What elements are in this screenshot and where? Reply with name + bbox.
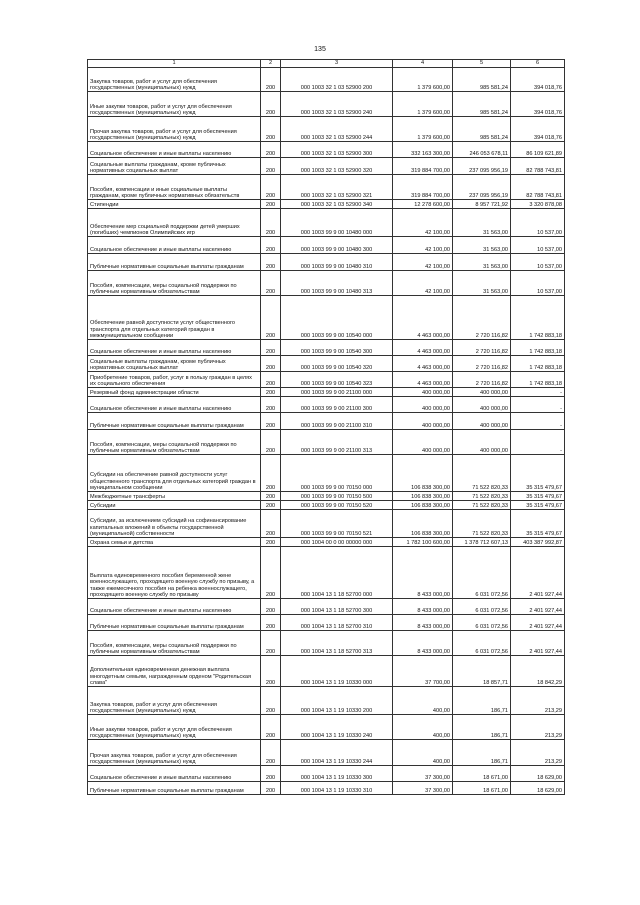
row-executed: 2 720 116,82	[453, 356, 511, 372]
row-name: Пособия, компенсации и иные социальные выплаты гражданам, кроме публичных нормативных обязательств	[88, 175, 261, 200]
table-row	[88, 510, 565, 538]
row-code: 200	[261, 782, 281, 795]
row-kbk: 000 1004 13 1 19 10330 000	[281, 656, 393, 687]
row-remaining: -	[511, 388, 565, 397]
row-name: Социальное обеспечение и иные выплаты населению	[88, 397, 261, 413]
table-row	[88, 413, 565, 430]
row-name: Дополнительная единовременная денежная выплата многодетным семьям, награжденным орденом "Родительская слава"	[88, 656, 261, 687]
row-kbk: 000 1003 99 9 00 70150 500	[281, 492, 393, 501]
row-kbk: 000 1004 13 1 19 10330 300	[281, 766, 393, 782]
row-name: Социальное обеспечение и иные выплаты населению	[88, 142, 261, 158]
row-approved: 4 463 000,00	[393, 340, 453, 356]
row-kbk: 000 1003 32 1 03 52900 300	[281, 142, 393, 158]
row-executed: 400 000,00	[453, 397, 511, 413]
table-header-row	[88, 60, 565, 68]
row-approved: 8 433 000,00	[393, 631, 453, 656]
row-name: Закупка товаров, работ и услуг для обеспечения государственных (муниципальных) нужд	[88, 68, 261, 92]
row-executed: 237 095 956,19	[453, 158, 511, 175]
row-kbk: 000 1003 99 9 00 10540 000	[281, 296, 393, 340]
table-row	[88, 92, 565, 117]
table-row	[88, 687, 565, 715]
row-approved: 12 278 600,00	[393, 200, 453, 209]
row-approved: 400,00	[393, 687, 453, 715]
row-kbk: 000 1004 00 0 00 00000 000	[281, 538, 393, 547]
row-kbk: 000 1004 13 1 19 10330 244	[281, 740, 393, 766]
row-approved: 42 100,00	[393, 237, 453, 254]
column-header: 4	[393, 60, 453, 68]
row-remaining: 213,29	[511, 687, 565, 715]
row-executed: 985 581,24	[453, 117, 511, 142]
row-name: Публичные нормативные социальные выплаты гражданам	[88, 782, 261, 795]
table-row	[88, 340, 565, 356]
row-name: Пособия, компенсации, меры социальной поддержки по публичным нормативным обязательствам	[88, 430, 261, 455]
table-row	[88, 538, 565, 547]
row-kbk: 000 1004 13 1 18 52700 300	[281, 599, 393, 615]
row-kbk: 000 1003 99 9 00 10480 313	[281, 271, 393, 296]
table-row	[88, 455, 565, 492]
row-kbk: 000 1004 13 1 18 52700 310	[281, 615, 393, 631]
row-approved: 400 000,00	[393, 388, 453, 397]
row-code: 200	[261, 492, 281, 501]
row-approved: 42 100,00	[393, 271, 453, 296]
row-kbk: 000 1004 13 1 19 10330 240	[281, 715, 393, 740]
table-row	[88, 740, 565, 766]
row-executed: 237 095 956,19	[453, 175, 511, 200]
row-remaining: 10 537,00	[511, 237, 565, 254]
row-name: Иные закупки товаров, работ и услуг для обеспечения государственных (муниципальных) нужд	[88, 715, 261, 740]
row-code: 200	[261, 388, 281, 397]
row-kbk: 000 1004 13 1 18 52700 313	[281, 631, 393, 656]
row-remaining: 1 742 883,18	[511, 356, 565, 372]
row-kbk: 000 1004 13 1 18 52700 000	[281, 547, 393, 599]
row-approved: 106 838 300,00	[393, 492, 453, 501]
row-executed: 400 000,00	[453, 388, 511, 397]
row-name: Социальное обеспечение и иные выплаты населению	[88, 237, 261, 254]
row-remaining: 35 315 479,67	[511, 510, 565, 538]
row-kbk: 000 1003 99 9 00 10540 320	[281, 356, 393, 372]
row-kbk: 000 1003 99 9 00 10540 300	[281, 340, 393, 356]
row-remaining: 403 387 992,87	[511, 538, 565, 547]
row-executed: 6 031 072,56	[453, 547, 511, 599]
row-approved: 8 433 000,00	[393, 615, 453, 631]
row-approved: 319 884 700,00	[393, 158, 453, 175]
row-remaining: 18 629,00	[511, 782, 565, 795]
table-row	[88, 501, 565, 510]
row-remaining: 18 629,00	[511, 766, 565, 782]
table-row	[88, 372, 565, 388]
row-remaining: 394 018,76	[511, 92, 565, 117]
row-executed: 31 563,00	[453, 237, 511, 254]
row-code: 200	[261, 237, 281, 254]
row-executed: 18 671,00	[453, 782, 511, 795]
row-name: Стипендии	[88, 200, 261, 209]
row-executed: 71 522 820,33	[453, 492, 511, 501]
table-row	[88, 175, 565, 200]
row-remaining: 35 315 479,67	[511, 492, 565, 501]
row-name: Приобретение товаров, работ, услуг в пользу граждан в целях их социального обеспечения	[88, 372, 261, 388]
row-remaining: 213,29	[511, 715, 565, 740]
row-code: 200	[261, 397, 281, 413]
row-code: 200	[261, 413, 281, 430]
row-kbk: 000 1003 99 9 00 21100 310	[281, 413, 393, 430]
row-executed: 985 581,24	[453, 92, 511, 117]
page-number: 135	[314, 46, 326, 53]
row-executed: 1 378 712 607,13	[453, 538, 511, 547]
row-approved: 37 300,00	[393, 782, 453, 795]
row-executed: 186,71	[453, 715, 511, 740]
row-name: Межбюджетные трансферты	[88, 492, 261, 501]
row-executed: 71 522 820,33	[453, 501, 511, 510]
table-row	[88, 209, 565, 237]
row-approved: 37 300,00	[393, 766, 453, 782]
table-row	[88, 142, 565, 158]
row-remaining: 10 537,00	[511, 271, 565, 296]
row-name: Закупка товаров, работ и услуг для обеспечения государственных (муниципальных) нужд	[88, 687, 261, 715]
table-row	[88, 547, 565, 599]
table-row	[88, 158, 565, 175]
row-executed: 186,71	[453, 687, 511, 715]
row-executed: 400 000,00	[453, 430, 511, 455]
table-row	[88, 356, 565, 372]
row-code: 200	[261, 356, 281, 372]
row-code: 200	[261, 200, 281, 209]
row-kbk: 000 1003 99 9 00 70150 521	[281, 510, 393, 538]
row-remaining: 1 742 883,18	[511, 372, 565, 388]
row-executed: 246 053 678,11	[453, 142, 511, 158]
column-header: 6	[511, 60, 565, 68]
row-kbk: 000 1003 32 1 03 52900 240	[281, 92, 393, 117]
row-remaining: -	[511, 413, 565, 430]
row-code: 200	[261, 430, 281, 455]
table-row	[88, 200, 565, 209]
row-kbk: 000 1003 32 1 03 52900 244	[281, 117, 393, 142]
row-approved: 42 100,00	[393, 209, 453, 237]
row-name: Социальное обеспечение и иные выплаты населению	[88, 340, 261, 356]
row-kbk: 000 1003 99 9 00 70150 520	[281, 501, 393, 510]
column-header: 5	[453, 60, 511, 68]
row-executed: 2 720 116,82	[453, 372, 511, 388]
row-kbk: 000 1003 99 9 00 10540 323	[281, 372, 393, 388]
row-executed: 71 522 820,33	[453, 455, 511, 492]
row-executed: 6 031 072,56	[453, 599, 511, 615]
row-code: 200	[261, 92, 281, 117]
row-kbk: 000 1003 99 9 00 10480 300	[281, 237, 393, 254]
table-row	[88, 656, 565, 687]
row-approved: 1 379 600,00	[393, 117, 453, 142]
row-remaining: 2 401 927,44	[511, 615, 565, 631]
row-name: Обеспечение мер социальной поддержки детей умерших (погибших) чемпионов Олимпийских игр	[88, 209, 261, 237]
row-name: Публичные нормативные социальные выплаты гражданам	[88, 615, 261, 631]
row-kbk: 000 1004 13 1 19 10330 310	[281, 782, 393, 795]
row-code: 200	[261, 175, 281, 200]
row-code: 200	[261, 340, 281, 356]
row-remaining: 35 315 479,67	[511, 455, 565, 492]
table-row	[88, 388, 565, 397]
row-executed: 31 563,00	[453, 254, 511, 271]
row-code: 200	[261, 631, 281, 656]
row-executed: 400 000,00	[453, 413, 511, 430]
row-approved: 332 163 300,00	[393, 142, 453, 158]
row-code: 200	[261, 142, 281, 158]
row-code: 200	[261, 687, 281, 715]
table-row	[88, 599, 565, 615]
row-name: Прочая закупка товаров, работ и услуг для обеспечения государственных (муниципальных) нужд	[88, 740, 261, 766]
row-name: Субсидии на обеспечение равной доступности услуг общественного транспорта для отдельных категорий граждан в муниципальном сообщении	[88, 455, 261, 492]
row-kbk: 000 1003 32 1 03 52900 321	[281, 175, 393, 200]
row-code: 200	[261, 766, 281, 782]
row-remaining: 2 401 927,44	[511, 631, 565, 656]
row-remaining: 10 537,00	[511, 209, 565, 237]
row-name: Публичные нормативные социальные выплаты гражданам	[88, 413, 261, 430]
table-row	[88, 715, 565, 740]
table-row	[88, 782, 565, 795]
table-row	[88, 296, 565, 340]
row-kbk: 000 1003 99 9 00 21100 000	[281, 388, 393, 397]
row-kbk: 000 1003 99 9 00 10480 000	[281, 209, 393, 237]
row-code: 200	[261, 501, 281, 510]
row-remaining: -	[511, 397, 565, 413]
table-row	[88, 117, 565, 142]
row-executed: 6 031 072,56	[453, 631, 511, 656]
row-name: Обеспечение равной доступности услуг общественного транспорта для отдельных категорий граждан в межмуниципальном сообщении	[88, 296, 261, 340]
row-name: Социальные выплаты гражданам, кроме публичных нормативных социальных выплат	[88, 158, 261, 175]
row-code: 200	[261, 68, 281, 92]
row-approved: 1 782 100 600,00	[393, 538, 453, 547]
column-header: 2	[261, 60, 281, 68]
row-executed: 985 581,24	[453, 68, 511, 92]
row-executed: 31 563,00	[453, 209, 511, 237]
row-remaining: 1 742 883,18	[511, 296, 565, 340]
row-executed: 18 857,71	[453, 656, 511, 687]
row-name: Выплата единовременного пособия беременной жене военнослужащего, проходящего военную службу по призыву, а также ежемесячного пособия на ребенка военнослужащего, проходящего военную службу по призыву	[88, 547, 261, 599]
row-executed: 18 671,00	[453, 766, 511, 782]
row-name: Прочая закупка товаров, работ и услуг для обеспечения государственных (муниципальных) нужд	[88, 117, 261, 142]
table-row	[88, 430, 565, 455]
row-approved: 400 000,00	[393, 430, 453, 455]
row-kbk: 000 1003 99 9 00 21100 300	[281, 397, 393, 413]
row-code: 200	[261, 599, 281, 615]
row-name: Резервный фонд администрации области	[88, 388, 261, 397]
row-remaining: 394 018,76	[511, 68, 565, 92]
row-code: 200	[261, 372, 281, 388]
table-row	[88, 271, 565, 296]
row-code: 200	[261, 510, 281, 538]
row-kbk: 000 1003 99 9 00 70150 000	[281, 455, 393, 492]
row-remaining: 10 537,00	[511, 254, 565, 271]
row-remaining: 2 401 927,44	[511, 599, 565, 615]
row-code: 200	[261, 547, 281, 599]
row-remaining: -	[511, 430, 565, 455]
row-approved: 400,00	[393, 740, 453, 766]
row-name: Социальное обеспечение и иные выплаты населению	[88, 766, 261, 782]
row-code: 200	[261, 615, 281, 631]
row-remaining: 1 742 883,18	[511, 340, 565, 356]
row-code: 200	[261, 209, 281, 237]
row-executed: 8 957 721,92	[453, 200, 511, 209]
row-name: Пособия, компенсации, меры социальной поддержки по публичным нормативным обязательствам	[88, 631, 261, 656]
row-approved: 400,00	[393, 715, 453, 740]
table-row	[88, 615, 565, 631]
row-approved: 4 463 000,00	[393, 356, 453, 372]
row-name: Социальные выплаты гражданам, кроме публичных нормативных социальных выплат	[88, 356, 261, 372]
row-executed: 186,71	[453, 740, 511, 766]
row-approved: 106 838 300,00	[393, 501, 453, 510]
table-row	[88, 492, 565, 501]
row-remaining: 18 842,29	[511, 656, 565, 687]
row-code: 200	[261, 455, 281, 492]
row-remaining: 82 788 743,81	[511, 175, 565, 200]
column-header: 1	[88, 60, 261, 68]
row-code: 200	[261, 656, 281, 687]
row-approved: 319 884 700,00	[393, 175, 453, 200]
row-approved: 42 100,00	[393, 254, 453, 271]
row-code: 200	[261, 715, 281, 740]
row-remaining: 82 788 743,81	[511, 158, 565, 175]
row-approved: 1 379 600,00	[393, 68, 453, 92]
row-kbk: 000 1004 13 1 19 10330 200	[281, 687, 393, 715]
table-row	[88, 68, 565, 92]
row-approved: 4 463 000,00	[393, 296, 453, 340]
row-name: Пособия, компенсации, меры социальной поддержки по публичным нормативным обязательствам	[88, 271, 261, 296]
row-remaining: 394 018,76	[511, 117, 565, 142]
column-header: 3	[281, 60, 393, 68]
row-approved: 400 000,00	[393, 397, 453, 413]
row-approved: 1 379 600,00	[393, 92, 453, 117]
table-row	[88, 254, 565, 271]
row-approved: 106 838 300,00	[393, 510, 453, 538]
row-executed: 71 522 820,33	[453, 510, 511, 538]
row-name: Субсидии, за исключением субсидий на софинансирование капитальных вложений в объекты государственной (муниципальной) собственности	[88, 510, 261, 538]
row-kbk: 000 1003 32 1 03 52900 320	[281, 158, 393, 175]
row-executed: 6 031 072,56	[453, 615, 511, 631]
row-remaining: 2 401 927,44	[511, 547, 565, 599]
row-executed: 2 720 116,82	[453, 340, 511, 356]
row-name: Охрана семьи и детства	[88, 538, 261, 547]
row-kbk: 000 1003 99 9 00 21100 313	[281, 430, 393, 455]
row-approved: 400 000,00	[393, 413, 453, 430]
table-row	[88, 397, 565, 413]
row-name: Публичные нормативные социальные выплаты гражданам	[88, 254, 261, 271]
row-name: Социальное обеспечение и иные выплаты населению	[88, 599, 261, 615]
row-code: 200	[261, 271, 281, 296]
row-code: 200	[261, 158, 281, 175]
row-kbk: 000 1003 32 1 03 52900 340	[281, 200, 393, 209]
row-approved: 8 433 000,00	[393, 599, 453, 615]
row-kbk: 000 1003 32 1 03 52900 200	[281, 68, 393, 92]
row-code: 200	[261, 538, 281, 547]
row-remaining: 3 320 878,08	[511, 200, 565, 209]
budget-table	[87, 59, 565, 795]
row-executed: 2 720 116,82	[453, 296, 511, 340]
row-name: Субсидии	[88, 501, 261, 510]
row-code: 200	[261, 740, 281, 766]
row-remaining: 35 315 479,67	[511, 501, 565, 510]
table-row	[88, 766, 565, 782]
row-remaining: 213,29	[511, 740, 565, 766]
row-name: Иные закупки товаров, работ и услуг для обеспечения государственных (муниципальных) нужд	[88, 92, 261, 117]
row-code: 200	[261, 254, 281, 271]
row-approved: 106 838 300,00	[393, 455, 453, 492]
row-approved: 4 463 000,00	[393, 372, 453, 388]
row-executed: 31 563,00	[453, 271, 511, 296]
row-approved: 8 433 000,00	[393, 547, 453, 599]
row-code: 200	[261, 117, 281, 142]
table-row	[88, 631, 565, 656]
row-code: 200	[261, 296, 281, 340]
row-approved: 37 700,00	[393, 656, 453, 687]
row-remaining: 86 109 621,89	[511, 142, 565, 158]
row-kbk: 000 1003 99 9 00 10480 310	[281, 254, 393, 271]
table-row	[88, 237, 565, 254]
